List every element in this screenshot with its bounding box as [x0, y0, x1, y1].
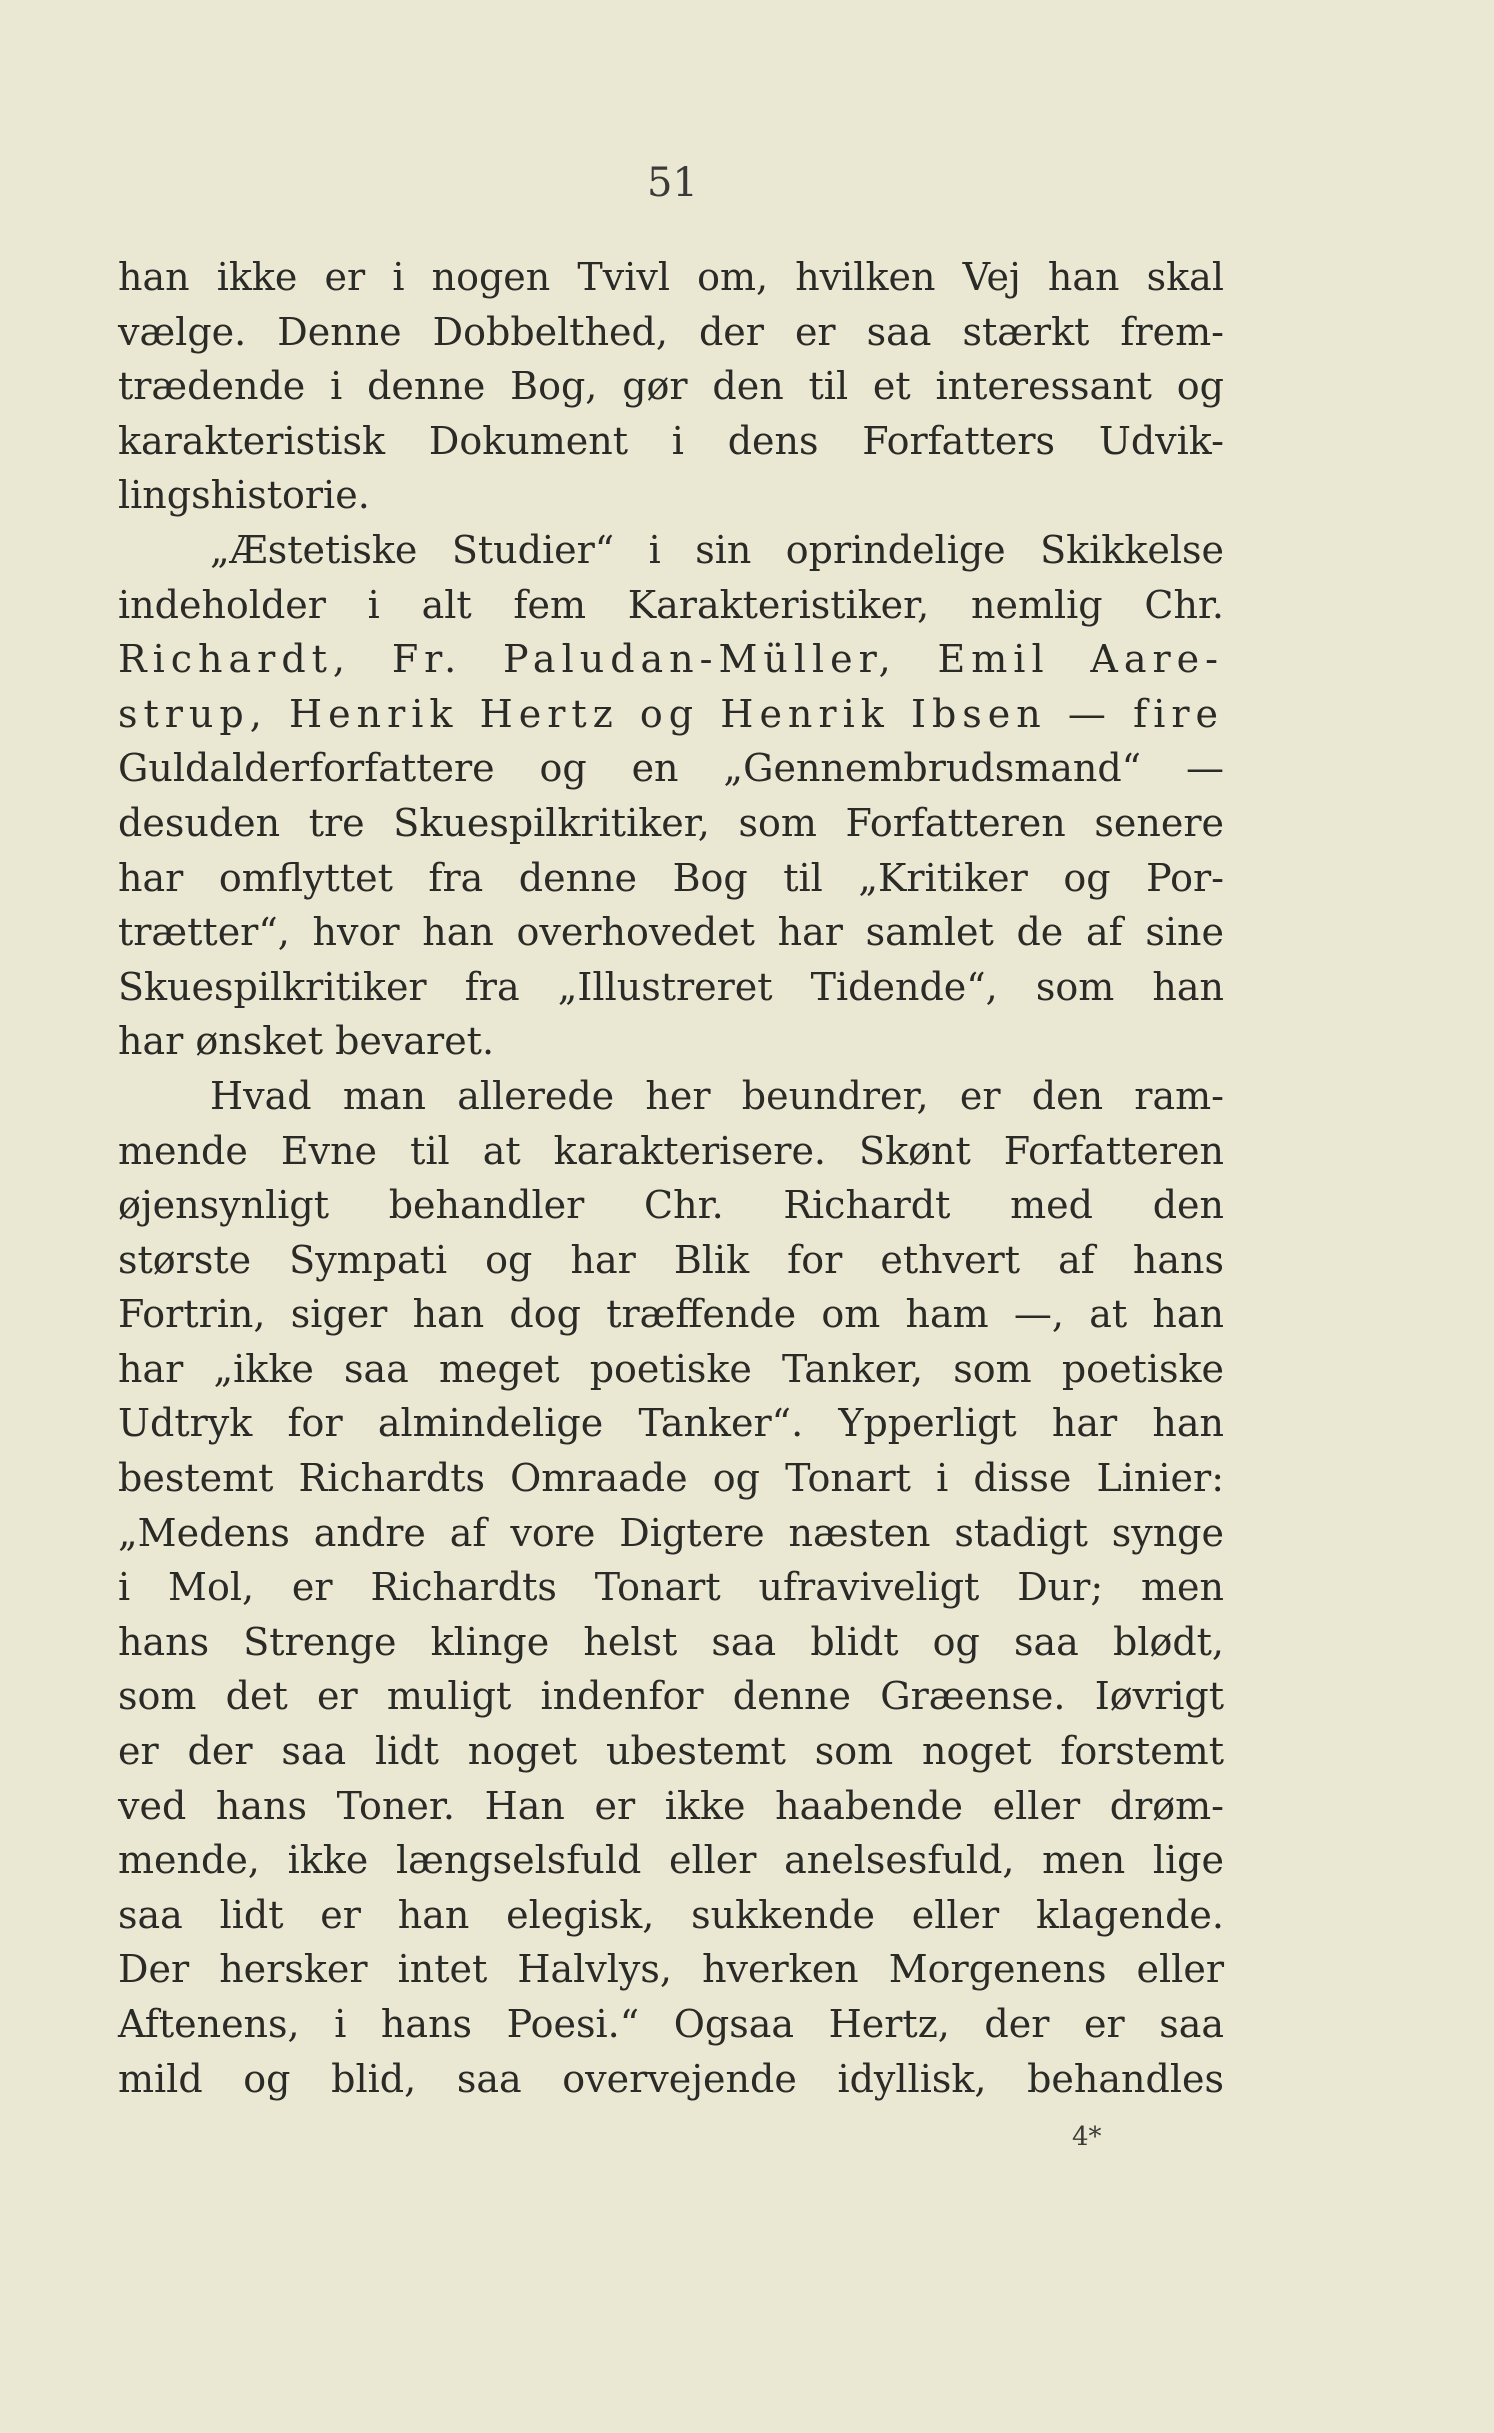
text-line-10: Guldalderforfattere og en „Gennembrudsmand“ —	[118, 746, 1224, 791]
text-line-31: saa lidt er han elegisk, sukkende eller klagende.	[118, 1892, 1224, 1937]
text-line-17: mende Evne til at karakterisere. Skønt Forfatteren	[118, 1128, 1224, 1173]
text-line-29: ved hans Toner. Han er ikke haabende eller drøm-	[118, 1783, 1224, 1828]
text-line-22: Udtryk for almindelige Tanker“. Ypperligt har han	[118, 1401, 1224, 1446]
text-line-27: som det er muligt indenfor denne Græense. Iøvrigt	[118, 1674, 1224, 1719]
text-line-28: er der saa lidt noget ubestemt som noget forstemt	[118, 1729, 1224, 1774]
text-line-2: vælge. Denne Dobbelthed, der er saa stærkt frem-	[118, 309, 1224, 354]
page-number: 51	[647, 160, 698, 206]
text-line-24: „Medens andre af vore Digtere næsten stadigt synge	[118, 1510, 1224, 1555]
text-line-26: hans Strenge klinge helst saa blidt og saa blødt,	[118, 1619, 1224, 1664]
text-line-23: bestemt Richardts Omraade og Tonart i disse Linier:	[118, 1456, 1224, 1501]
text-line-11: desuden tre Skuespilkritiker, som Forfatteren senere	[118, 800, 1224, 845]
text-line-8: Richardt, Fr. Paludan-Müller, Emil Aare-	[118, 637, 1224, 682]
body-text	[118, 250, 1224, 2106]
text-line-33: Aftenens, i hans Poesi.“ Ogsaa Hertz, der er saa	[118, 2002, 1224, 2046]
text-line-18: øjensynligt behandler Chr. Richardt med den	[118, 1183, 1224, 1228]
text-line-12: har omflyttet fra denne Bog til „Kritiker og Por-	[118, 855, 1224, 900]
text-line-14: Skuespilkritiker fra „Illustreret Tidende“, som han	[118, 964, 1224, 1009]
signature-mark: 4*	[1072, 2122, 1102, 2152]
text-line-34: mild og blid, saa overvejende idyllisk, behandles	[118, 2056, 1224, 2101]
text-line-5: lingshistorie.	[118, 473, 370, 518]
text-line-20: Fortrin, siger han dog træffende om ham —, at han	[118, 1292, 1224, 1337]
text-line-6: „Æstetiske Studier“ i sin oprindelige Skikkelse	[210, 527, 1224, 572]
text-line-30: mende, ikke længselsfuld eller anelsesfuld, men lige	[118, 1838, 1224, 1883]
text-line-19: største Sympati og har Blik for ethvert af hans	[118, 1237, 1224, 1282]
text-line-16: Hvad man allerede her beundrer, er den ram-	[210, 1073, 1224, 1118]
text-line-7: indeholder i alt fem Karakteristiker, nemlig Chr.	[118, 582, 1224, 627]
text-line-25: i Mol, er Richardts Tonart ufraviveligt Dur; men	[118, 1565, 1224, 1610]
text-line-32: Der hersker intet Halvlys, hverken Morgenens eller	[118, 1947, 1224, 1992]
text-line-4: karakteristisk Dokument i dens Forfatters Udvik-	[118, 418, 1224, 463]
text-line-1: han ikke er i nogen Tvivl om, hvilken Vej han skal	[118, 255, 1224, 299]
text-line-13: trætter“, hvor han overhovedet har samlet de af sine	[118, 910, 1224, 955]
text-line-3: trædende i denne Bog, gør den til et interessant og	[118, 364, 1224, 409]
text-line-15: har ønsket bevaret.	[118, 1019, 495, 1064]
text-line-9: strup, Henrik Hertz og Henrik Ibsen — fire	[118, 691, 1224, 736]
text-line-21: har „ikke saa meget poetiske Tanker, som poetiske	[118, 1346, 1224, 1391]
